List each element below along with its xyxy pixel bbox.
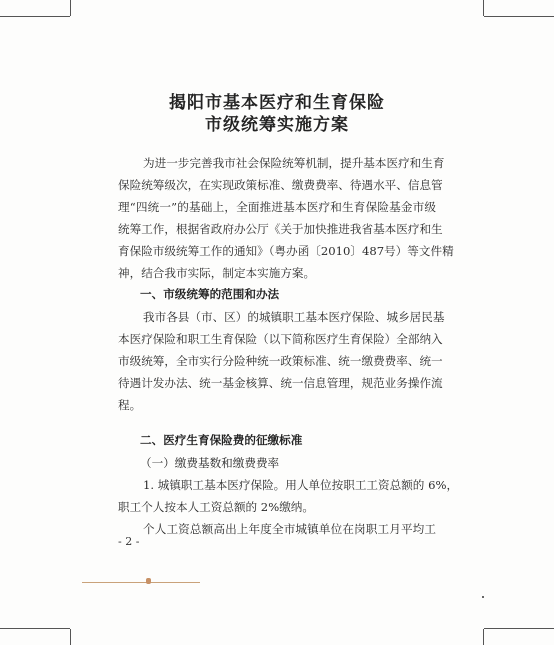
- subsection-1-line: 1. 城镇职工基本医疗保险。用人单位按职工工资总额的 6%，: [143, 478, 459, 492]
- section-1-line: 程。: [118, 398, 142, 412]
- section-1-line: 待遇计发办法、统一基金核算、统一信息管理，规范业务操作流: [118, 376, 443, 390]
- intro-line: 理“四统一”的基础上，全面推进基本医疗和生育保险基金市级: [118, 200, 436, 214]
- crop-mark: [484, 628, 554, 629]
- intro-line: 育保险市级统筹工作的通知》（粤办函〔2010〕487号）等文件精: [118, 244, 454, 258]
- section-1-line: 本医疗保险和职工生育保险（以下简称医疗生育保险）全部纳入: [118, 332, 443, 346]
- section-1-line: 我市各县（市、区）的城镇职工基本医疗保险、城乡居民基: [143, 310, 445, 324]
- section-1-heading: 一、市级统筹的范围和办法: [140, 287, 280, 301]
- intro-line: 为进一步完善我市社会保险统筹机制，提升基本医疗和生育: [143, 156, 445, 170]
- subsection-1-heading: （一）缴费基数和缴费费率: [140, 456, 280, 470]
- crop-mark: [0, 16, 70, 17]
- intro-line: 保险统筹级次，在实现政策标准、缴费费率、待遇水平、信息管: [118, 178, 443, 192]
- document-title-line-1: 揭阳市基本医疗和生育保险: [169, 93, 385, 113]
- section-2-heading: 二、医疗生育保险费的征缴标准: [140, 433, 303, 447]
- trailing-line: 个人工资总额高出上年度全市城镇单位在岗职工月平均工: [143, 522, 436, 536]
- intro-line: 统筹工作，根据省政府办公厅《关于加快推进我省基本医疗和生: [118, 222, 443, 236]
- crop-mark: [484, 16, 554, 17]
- document-title-line-2: 市级统筹实施方案: [205, 115, 349, 135]
- subsection-1-line: 职工个人按本人工资总额的 2%缴纳。: [118, 500, 314, 514]
- section-1-line: 市级统筹，全市实行分险种统一政策标准、统一缴费费率、统一: [118, 354, 443, 368]
- crop-mark: [70, 629, 71, 645]
- page-number: - 2 -: [118, 535, 140, 548]
- crop-mark: [483, 629, 484, 645]
- intro-line: 神，结合我市实际，制定本实施方案。: [118, 266, 316, 280]
- crop-mark: [70, 0, 71, 16]
- crop-mark: [483, 0, 484, 16]
- crop-mark: [0, 628, 70, 629]
- ink-mark: [146, 578, 151, 584]
- footer-rule: [82, 582, 200, 583]
- scan-speck: [482, 596, 484, 598]
